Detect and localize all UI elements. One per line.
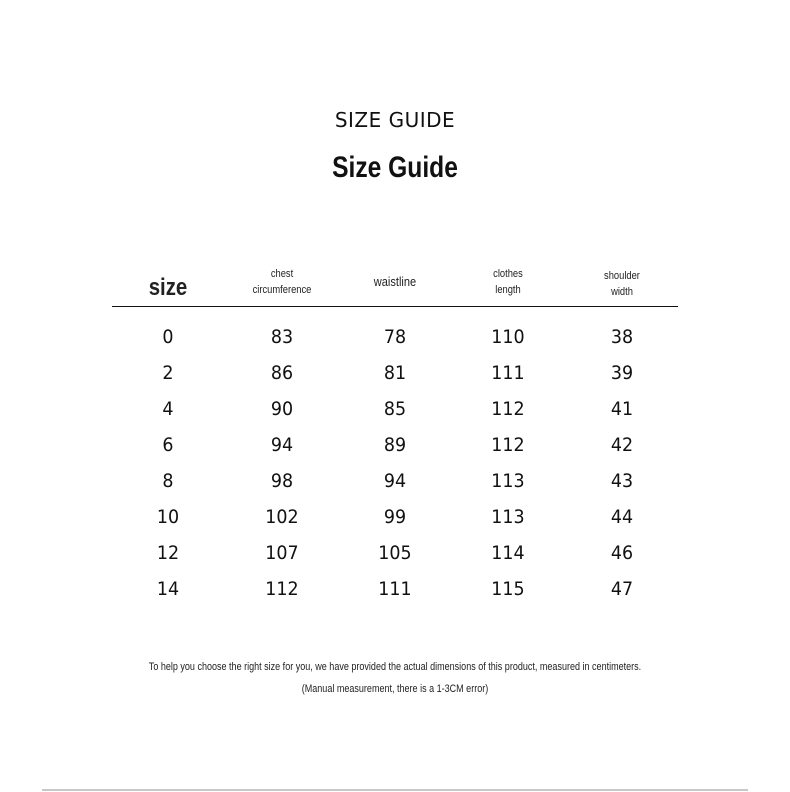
measurement-note: To help you choose the right size for you, we have provided the actual dimensions of this product, measured in centimeters. [148,661,642,673]
header-chest-circumference: chest circumference [252,268,312,296]
cell-chest: 112 [265,578,299,600]
cell-waist: 89 [383,434,407,456]
header-waistline: waistline [373,274,417,289]
header-shoulder-width: shoulder width [604,270,640,298]
table-row [112,499,678,535]
title-caps: SIZE GUIDE [334,108,456,132]
cell-shoulder: 42 [610,434,634,456]
cell-chest: 107 [265,542,299,564]
cell-chest: 90 [270,398,294,420]
cell-waist: 111 [378,578,412,600]
cell-waist: 85 [383,398,407,420]
error-note: (Manual measurement, there is a 1-3CM error) [301,683,489,695]
cell-length: 110 [491,326,525,348]
cell-waist: 105 [378,542,412,564]
table-row [112,571,678,607]
cell-length: 113 [491,470,525,492]
header-clothes-length: clothes length [493,268,523,296]
cell-chest: 102 [265,506,299,528]
cell-size: 2 [162,362,174,384]
table-row [112,355,678,391]
cell-length: 112 [491,398,525,420]
cell-size: 4 [162,398,174,420]
page-title: Size Guide [332,151,458,184]
cell-size: 12 [156,542,180,564]
cell-shoulder: 43 [610,470,634,492]
cell-shoulder: 44 [610,506,634,528]
cell-shoulder: 38 [610,326,634,348]
cell-length: 112 [491,434,525,456]
cell-length: 113 [491,506,525,528]
cell-length: 114 [491,542,525,564]
cell-waist: 94 [383,470,407,492]
cell-chest: 86 [270,362,294,384]
cell-waist: 78 [383,326,407,348]
table-row [112,535,678,571]
cell-size: 10 [156,506,180,528]
cell-length: 111 [491,362,525,384]
cell-length: 115 [491,578,525,600]
table-header [112,258,678,307]
cell-chest: 94 [270,434,294,456]
cell-shoulder: 41 [610,398,634,420]
size-table [112,258,678,607]
table-row [112,391,678,427]
cell-waist: 99 [383,506,407,528]
header-size: size [148,274,188,301]
cell-size: 14 [156,578,180,600]
cell-chest: 98 [270,470,294,492]
cell-shoulder: 47 [610,578,634,600]
cell-size: 0 [162,326,174,348]
table-row [112,427,678,463]
cell-shoulder: 46 [610,542,634,564]
cell-size: 6 [162,434,174,456]
cell-waist: 81 [383,362,407,384]
cell-shoulder: 39 [610,362,634,384]
cell-chest: 83 [270,326,294,348]
table-row [112,319,678,355]
table-body [112,307,678,607]
bottom-divider [42,789,748,791]
table-row [112,463,678,499]
cell-size: 8 [162,470,174,492]
